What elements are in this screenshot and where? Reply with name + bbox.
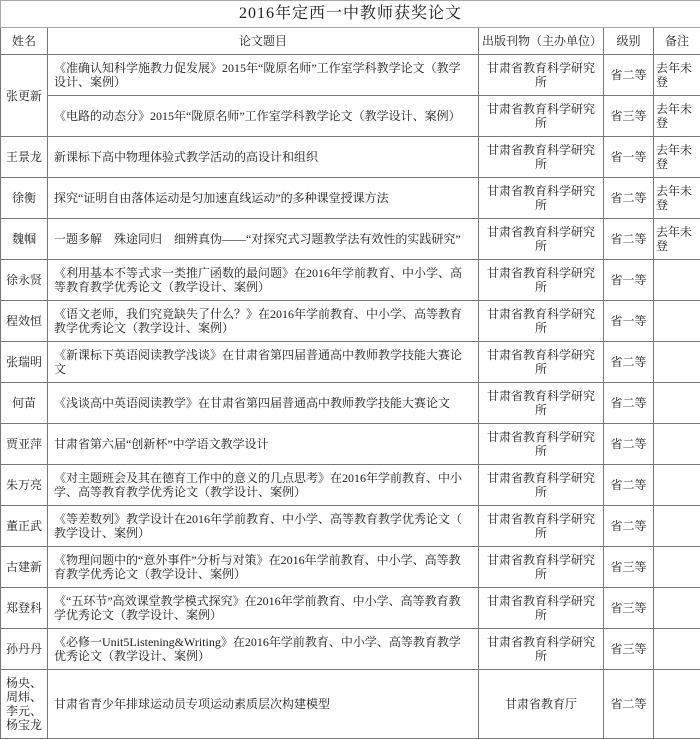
publisher: 甘肃省教育科学研究所 — [479, 96, 604, 137]
table-row — [1, 55, 700, 96]
remark — [654, 465, 700, 506]
table-row — [1, 547, 700, 588]
remark — [654, 260, 700, 301]
publisher: 甘肃省教育科学研究所 — [479, 137, 604, 178]
column-header-title: 论文题目 — [48, 28, 479, 55]
publisher: 甘肃省教育科学研究所 — [479, 465, 604, 506]
level-badge: 省一等 — [604, 301, 654, 342]
table-row — [1, 137, 700, 178]
teacher-name: 郑登科 — [1, 588, 48, 629]
level-badge: 省二等 — [604, 342, 654, 383]
table-row — [1, 219, 700, 260]
publisher: 甘肃省教育科学研究所 — [479, 55, 604, 96]
paper-title: 甘肃省青少年排球运动员专项运动素质层次构建模型 — [48, 670, 479, 739]
column-header-level: 级别 — [604, 28, 654, 55]
publisher: 甘肃省教育科学研究所 — [479, 629, 604, 670]
paper-title: 《电路的动态分》2015年“陇原名师”工作室学科教学论文（教学设计、案例） — [48, 96, 479, 137]
table-row — [1, 301, 700, 342]
remark: 去年未登 — [654, 96, 700, 137]
publisher: 甘肃省教育厅 — [479, 670, 604, 739]
table-row — [1, 342, 700, 383]
paper-title: 《必修一Unit5Listening&Writing》在2016年学前教育、中小学、高等教育教学优秀论文（教学设计、案例） — [48, 629, 479, 670]
teacher-name: 朱万亮 — [1, 465, 48, 506]
level-badge: 省三等 — [604, 629, 654, 670]
column-header-name: 姓名 — [1, 28, 48, 55]
paper-title: 《利用基本不等式求一类推广函数的最问题》在2016年学前教育、中小学、高等教育教学优秀论文（教学设计、案例） — [48, 260, 479, 301]
table-row — [1, 424, 700, 465]
publisher: 甘肃省教育科学研究所 — [479, 301, 604, 342]
level-badge: 省二等 — [604, 424, 654, 465]
remark — [654, 588, 700, 629]
teacher-name: 王景龙 — [1, 137, 48, 178]
table-row — [1, 588, 700, 629]
paper-title: 《等差数列》教学设计在2016年学前教育、中小学、高等教育教学优秀论文（教学设计、案例） — [48, 506, 479, 547]
level-badge: 省二等 — [604, 178, 654, 219]
teacher-name: 魏帼 — [1, 219, 48, 260]
publisher: 甘肃省教育科学研究所 — [479, 547, 604, 588]
remark — [654, 506, 700, 547]
remark: 去年未登 — [654, 219, 700, 260]
publisher: 甘肃省教育科学研究所 — [479, 506, 604, 547]
remark — [654, 383, 700, 424]
level-badge: 省三等 — [604, 588, 654, 629]
remark — [654, 301, 700, 342]
level-badge: 省一等 — [604, 137, 654, 178]
remark: 去年未登 — [654, 137, 700, 178]
publisher: 甘肃省教育科学研究所 — [479, 178, 604, 219]
table-row — [1, 506, 700, 547]
level-badge: 省一等 — [604, 260, 654, 301]
paper-title: 《对主题班会及其在德育工作中的意义的几点思考》在2016年学前教育、中小学、高等教育教学优秀论文（教学设计、案例） — [48, 465, 479, 506]
paper-title: 甘肃省第六届“创新杯”中学语文教学设计 — [48, 424, 479, 465]
level-badge: 省二等 — [604, 506, 654, 547]
table-row — [1, 260, 700, 301]
column-header-note: 备注 — [654, 28, 700, 55]
publisher: 甘肃省教育科学研究所 — [479, 588, 604, 629]
publisher: 甘肃省教育科学研究所 — [479, 219, 604, 260]
level-badge: 省三等 — [604, 96, 654, 137]
level-badge: 省二等 — [604, 383, 654, 424]
remark — [654, 424, 700, 465]
paper-title: 《浅谈高中英语阅读教学》在甘肃省第四届普通高中教师教学技能大赛论文 — [48, 383, 479, 424]
level-badge: 省二等 — [604, 219, 654, 260]
teacher-name: 徐衡 — [1, 178, 48, 219]
table-row — [1, 178, 700, 219]
table-row — [1, 465, 700, 506]
paper-title: 《准确认知科学施教力促发展》2015年“陇原名师”工作室学科教学论文（教学设计、案例） — [48, 55, 479, 96]
teacher-name: 孙丹丹 — [1, 629, 48, 670]
paper-title: 《新课标下英语阅读教学浅谈》在甘肃省第四届普通高中教师教学技能大赛论文 — [48, 342, 479, 383]
paper-title: 《语文老师，我们究竟缺失了什么？》在2016年学前教育、中小学、高等教育教学优秀论文（教学设计、案例） — [48, 301, 479, 342]
paper-title: 《物理问题中的“意外事件”分析与对策》在2016年学前教育、中小学、高等教育教学优秀论文（教学设计、案例） — [48, 547, 479, 588]
publisher: 甘肃省教育科学研究所 — [479, 260, 604, 301]
publisher: 甘肃省教育科学研究所 — [479, 342, 604, 383]
publisher: 甘肃省教育科学研究所 — [479, 383, 604, 424]
teacher-name: 何苗 — [1, 383, 48, 424]
level-badge: 省二等 — [604, 55, 654, 96]
level-badge: 省三等 — [604, 547, 654, 588]
paper-title: 探究“证明自由落体运动是匀加速直线运动”的多种课堂授课方法 — [48, 178, 479, 219]
remark — [654, 670, 700, 739]
page-title: 2016年定西一中教师获奖论文 — [1, 1, 700, 28]
teacher-name: 贾亚萍 — [1, 424, 48, 465]
publisher: 甘肃省教育科学研究所 — [479, 424, 604, 465]
table-row — [1, 96, 700, 137]
remark — [654, 342, 700, 383]
teacher-name: 程效恒 — [1, 301, 48, 342]
table-body — [1, 55, 700, 739]
teacher-name: 徐永贤 — [1, 260, 48, 301]
teacher-name: 古建新 — [1, 547, 48, 588]
remark: 去年未登 — [654, 55, 700, 96]
level-badge: 省二等 — [604, 465, 654, 506]
teacher-name: 张更新 — [1, 55, 48, 137]
teacher-name: 董正武 — [1, 506, 48, 547]
table-row — [1, 383, 700, 424]
remark — [654, 547, 700, 588]
paper-title: 新课标下高中物理体验式教学活动的高设计和组织 — [48, 137, 479, 178]
column-header-publisher: 出版刊物（主办单位） — [479, 28, 604, 55]
paper-title: 一题多解 殊途同归 细辨真伪——“对探究式习题教学法有效性的实践研究” — [48, 219, 479, 260]
table-row — [1, 629, 700, 670]
teacher-name: 张瑞明 — [1, 342, 48, 383]
remark: 去年未登 — [654, 178, 700, 219]
header-row — [1, 28, 700, 55]
paper-title: 《“五环节”高效课堂教学模式探究》在2016年学前教育、中小学、高等教育教学优秀论文（教学设计、案例） — [48, 588, 479, 629]
title-row — [1, 1, 700, 28]
teacher-name: 杨央、周炜、李元、杨宝龙 — [1, 670, 48, 739]
table-row — [1, 670, 700, 739]
remark — [654, 629, 700, 670]
level-badge: 省二等 — [604, 670, 654, 739]
